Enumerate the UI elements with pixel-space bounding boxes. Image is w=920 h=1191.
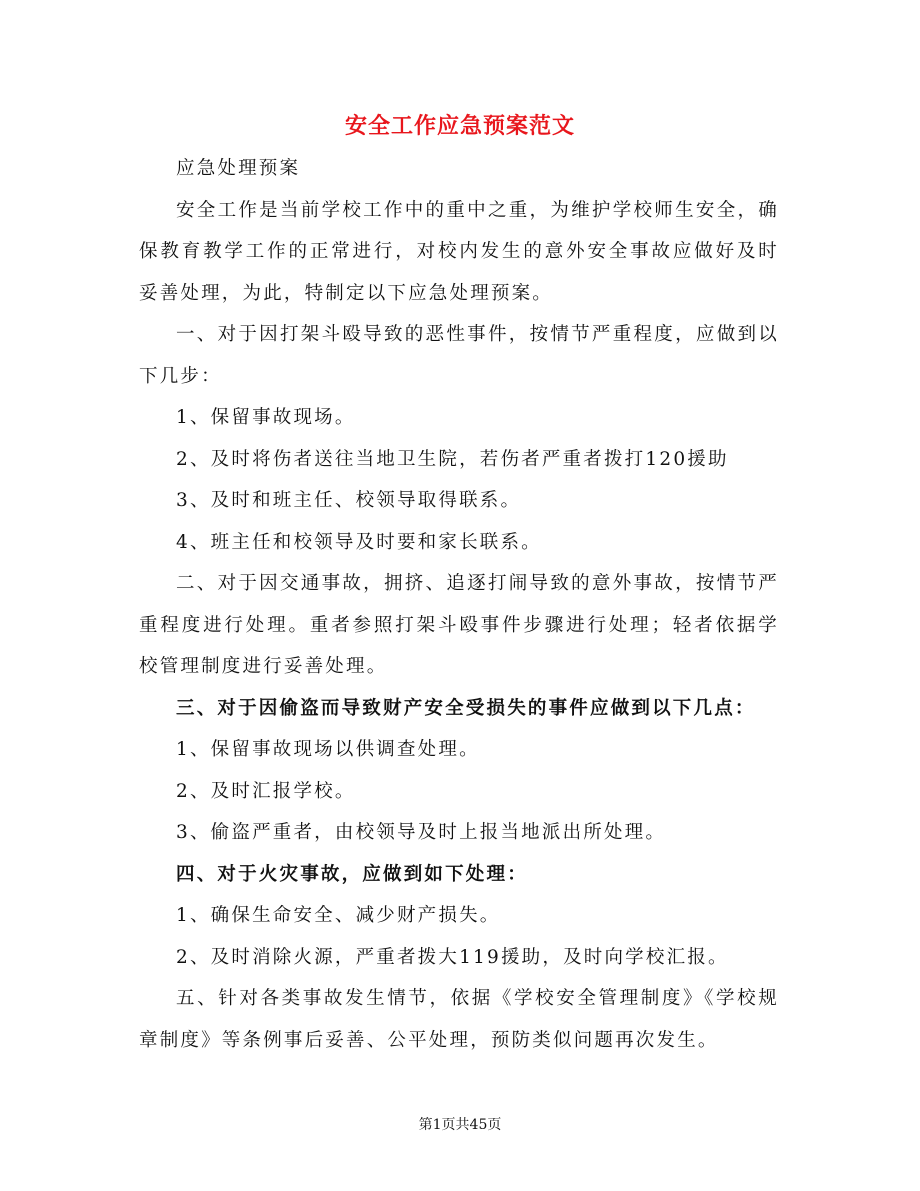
paragraph: 五、针对各类事故发生情节，依据《学校安全管理制度》《学校规章制度》等条例事后妥善、公平处理，预防类似问题再次发生。 [139, 988, 779, 1051]
section-heading: 四、对于火灾事故，应做到如下处理： [176, 863, 528, 885]
list-item: 3、偷盗严重者，由校领导及时上报当地派出所处理。 [176, 822, 667, 843]
list-item: 2、及时消除火源，严重者拨大119援助，及时向学校汇报。 [176, 946, 729, 968]
list-item: 2、及时将伤者送往当地卫生院，若伤者严重者拨打120援助 [176, 448, 729, 470]
paragraph: 二、对于因交通事故，拥挤、追逐打闹导致的意外事故，按情节严重程度进行处理。重者参照打架斗殴事件步骤进行处理；轻者依据学校管理制度进行妥善处理。 [139, 573, 779, 677]
list-item: 3、及时和班主任、校领导取得联系。 [176, 490, 522, 511]
page-number-footer: 第1页共45页 [418, 1117, 502, 1133]
list-item: 1、保留事故现场以供调查处理。 [176, 739, 480, 760]
list-item: 2、及时汇报学校。 [176, 780, 356, 802]
list-item: 1、确保生命安全、减少财产损失。 [176, 905, 501, 926]
paragraph: 一、对于因打架斗殴导致的恶性事件，按情节严重程度，应做到以下几步： [139, 324, 779, 387]
document-body [139, 148, 779, 1061]
paragraph: 安全工作是当前学校工作中的重中之重，为维护学校师生安全，确保教育教学工作的正常进行，对校内发生的意外安全事故应做好及时妥善处理，为此，特制定以下应急处理预案。 [139, 199, 779, 304]
document-title: 安全工作应急预案范文 [344, 113, 575, 139]
list-item: 1、保留事故现场。 [176, 407, 356, 428]
list-item: 4、班主任和校领导及时要和家长联系。 [176, 531, 542, 553]
paragraph: 应急处理预案 [176, 158, 301, 179]
section-heading: 三、对于因偷盗而导致财产安全受损失的事件应做到以下几点： [176, 697, 756, 719]
